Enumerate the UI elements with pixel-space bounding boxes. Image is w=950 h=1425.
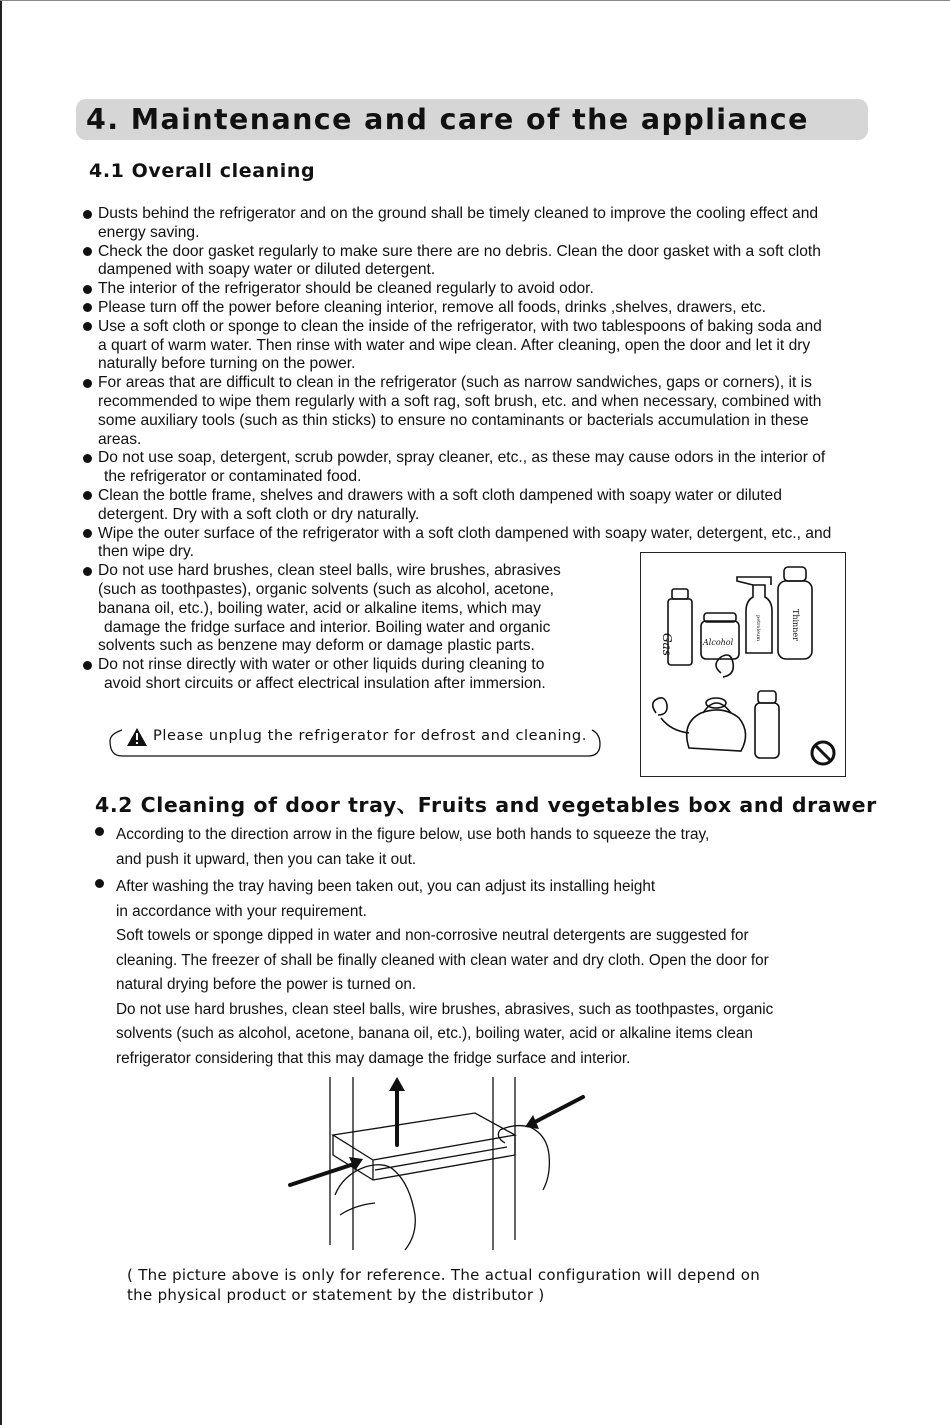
- door-tray-removal-illustration: [285, 1075, 595, 1255]
- thinner-label: Thinner: [791, 609, 800, 641]
- list-item: Do not rinse directly with water or other liquids during cleaning to avoid short circuits or affect electrical insulation after immersion.: [80, 656, 598, 694]
- list-item: Please turn off the power before cleaning interior, remove all foods, drinks ,shelves, drawers, etc.: [80, 299, 900, 318]
- prohibited-products-drawing: [641, 553, 847, 778]
- list-item: Do not use hard brushes, clean steel balls, wire brushes, abrasives (such as toothpastes), organic solvents (such as alcohol, acetone, banana oil, etc.), boiling water, acid or alkaline items, which may damage the fridge surface and interior. Boiling water and organic solvents such as benzene may deform or damage plastic parts.: [80, 562, 598, 656]
- list-item: Dusts behind the refrigerator and on the ground shall be timely cleaned to improve the cooling effect and energy saving.: [80, 205, 900, 243]
- figure-caption: ( The picture above is only for reference. The actual configuration will depend on the physical product or statement by the distributor ): [127, 1266, 761, 1304]
- petroleum-label: petroleum: [755, 615, 761, 642]
- list-item: Wipe the outer surface of the refrigerator with a soft cloth dampened with soapy water, detergent, etc., and then wipe dry.: [80, 525, 900, 563]
- list-item: Do not use soap, detergent, scrub powder, spray cleaner, etc., as these may cause odors in the interior of the refrigerator or contaminated food.: [80, 449, 900, 487]
- list-item: Use a soft cloth or sponge to clean the inside of the refrigerator, with two tablespoons of baking soda and a quart of warm water. Then rinse with water and wipe clean. After cleaning, open the door and let it dry naturally before turning on the power.: [80, 318, 900, 374]
- section-heading-overall-cleaning: 4.1 Overall cleaning: [89, 160, 316, 182]
- tray-hands-drawing: [285, 1075, 595, 1255]
- page-border: [0, 0, 2, 1425]
- warning-triangle-icon: [126, 727, 148, 747]
- alcohol-label: Alcohol: [703, 638, 734, 647]
- list-item: Check the door gasket regularly to make sure there are no debris. Clean the door gasket with a soft cloth dampened with soapy water or diluted detergent.: [80, 243, 900, 281]
- page-title: 4. Maintenance and care of the appliance: [86, 103, 809, 136]
- gas-label: Gas: [660, 633, 674, 656]
- section-heading-door-tray-cleaning: 4.2 Cleaning of door tray、Fruits and vegetables box and drawer: [95, 793, 877, 817]
- list-item: Clean the bottle frame, shelves and drawers with a soft cloth dampened with soapy water or diluted detergent. Dry with a soft cloth or dry naturally.: [80, 487, 900, 525]
- list-item: For areas that are difficult to clean in the refrigerator (such as narrow sandwiches, gaps or corners), it is recommended to wipe them regularly with a soft rag, soft brush, etc. and when necessary, combined with some auxiliary tools (such as thin sticks) to ensure no contaminants or bacterials accumulation in these areas.: [80, 374, 900, 449]
- list-item: After washing the tray having been taken out, you can adjust its installing height in accordance with your requirement. Soft towels or sponge dipped in water and non-corrosive neutral detergents are suggested for cleaning. The freezer of shall be finally cleaned with clean water and dry cloth. Open the door for natural drying before the power is turned on. Do not use hard brushes, clean steel balls, wire brushes, abrasives, such as toothpastes, organic solvents (such as alcohol, acetone, banana oil, etc.), boiling water, acid or alkaline items clean refrigerator considering that this may damage the fridge surface and interior.: [93, 875, 873, 1071]
- title-bar: [76, 99, 868, 140]
- page-border-top: [0, 0, 950, 1]
- warning-note: [108, 724, 602, 758]
- door-tray-cleaning-list: [93, 823, 873, 1071]
- list-item: According to the direction arrow in the figure below, use both hands to squeeze the tray, and push it upward, then you can take it out.: [93, 823, 873, 872]
- cleaning-products-illustration: [640, 552, 846, 777]
- list-item: The interior of the refrigerator should be cleaned regularly to avoid odor.: [80, 280, 900, 299]
- warning-text: Please unplug the refrigerator for defrost and cleaning.: [153, 727, 587, 744]
